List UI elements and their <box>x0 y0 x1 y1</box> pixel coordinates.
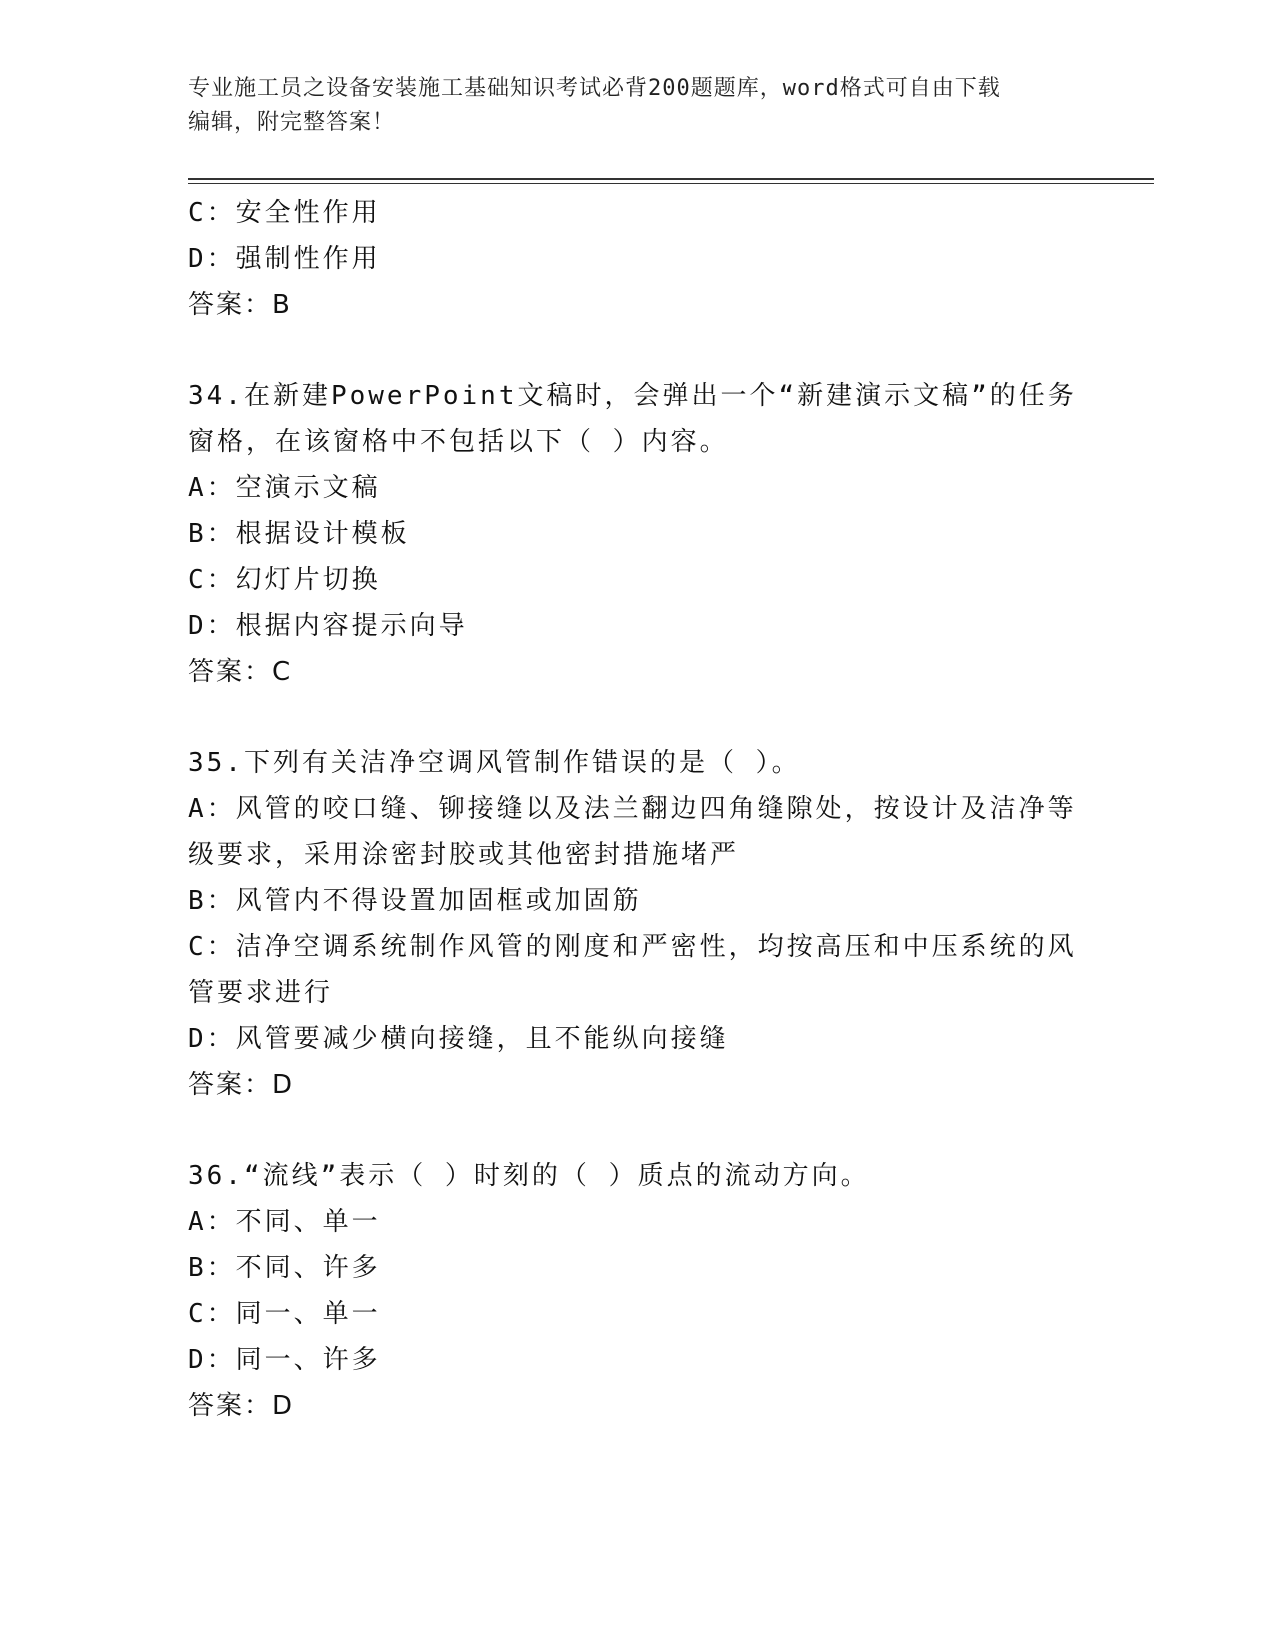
header-title-line2: 编辑，附完整答案！ <box>188 110 396 135</box>
answer-line: 答案：B <box>188 290 292 320</box>
option-line: A：不同、单一 <box>188 1207 381 1237</box>
question-stem: 35.下列有关洁净空调风管制作错误的是（ ）。 <box>188 748 801 778</box>
option-line: C：幻灯片切换 <box>188 565 381 595</box>
option-line: A：空演示文稿 <box>188 473 381 503</box>
question-stem: 36.“流线”表示（ ）时刻的（ ）质点的流动方向。 <box>188 1161 870 1191</box>
option-line: D：根据内容提示向导 <box>188 611 468 641</box>
header-title-line1: 专业施工员之设备安装施工基础知识考试必背200题题库，word格式可自由下载 <box>188 76 1001 101</box>
document-header <box>188 72 1068 140</box>
question-stem: 窗格，在该窗格中不包括以下（ ）内容。 <box>188 427 729 457</box>
option-line: C：同一、单一 <box>188 1299 381 1329</box>
answer-line: 答案：C <box>188 657 293 687</box>
option-line: 管要求进行 <box>188 978 334 1008</box>
question-stem: 34.在新建PowerPoint文稿时，会弹出一个“新建演示文稿”的任务 <box>188 381 1077 411</box>
option-line: C：安全性作用 <box>188 198 381 228</box>
option-line: D：同一、许多 <box>188 1345 381 1375</box>
option-line: C：洁净空调系统制作风管的刚度和严密性，均按高压和中压系统的风 <box>188 932 1077 962</box>
answer-line: 答案：D <box>188 1070 295 1100</box>
question-block-33-tail <box>188 190 1088 328</box>
question-block-35 <box>188 740 1088 1108</box>
answer-line: 答案：D <box>188 1391 295 1421</box>
option-line: D：风管要减少横向接缝，且不能纵向接缝 <box>188 1024 729 1054</box>
question-block-36 <box>188 1153 1088 1429</box>
option-line: B：根据设计模板 <box>188 519 410 549</box>
option-line: 级要求，采用涂密封胶或其他密封措施堵严 <box>188 840 740 870</box>
header-divider-thick <box>188 178 1154 180</box>
option-line: B：风管内不得设置加固框或加固筋 <box>188 886 642 916</box>
page-content <box>188 190 1088 1429</box>
header-divider-thin <box>188 183 1154 184</box>
option-line: D：强制性作用 <box>188 244 381 274</box>
option-line: A：风管的咬口缝、铆接缝以及法兰翻边四角缝隙处，按设计及洁净等 <box>188 794 1077 824</box>
question-block-34 <box>188 373 1088 695</box>
option-line: B：不同、许多 <box>188 1253 381 1283</box>
